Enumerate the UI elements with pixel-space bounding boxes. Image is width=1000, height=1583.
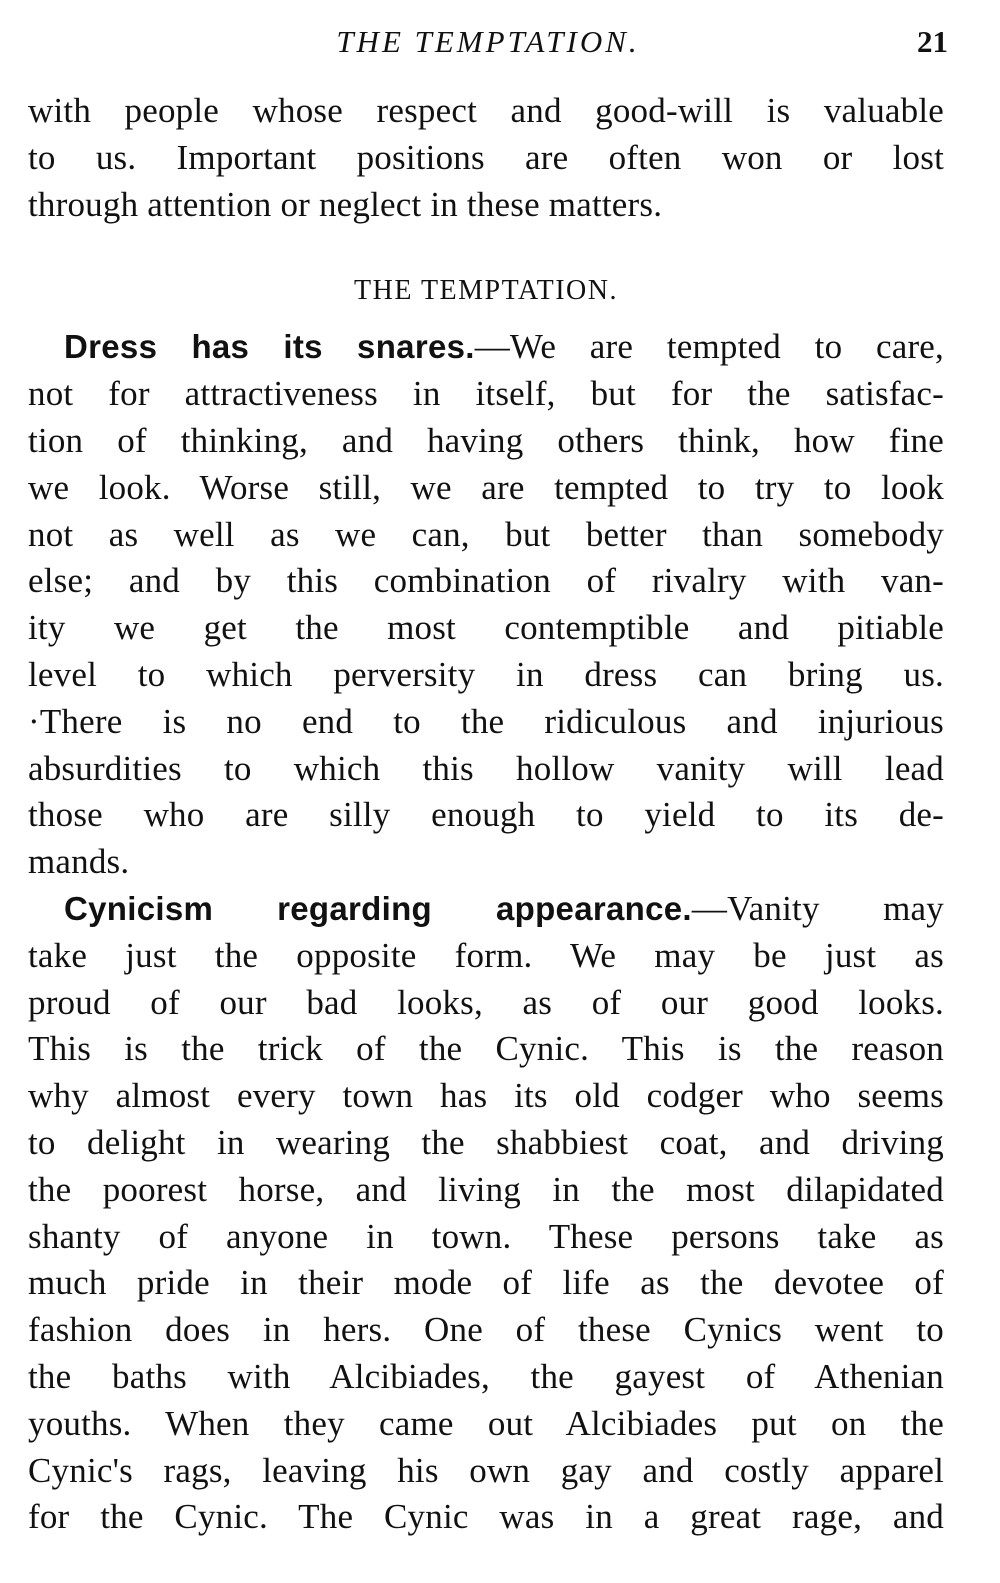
text-line: with people whose respect and good-will is valuable	[28, 91, 944, 130]
text-line: else; and by this combination of rivalry with van-	[28, 561, 944, 601]
text-line: fashion does in hers. One of these Cynics went to	[28, 1310, 944, 1350]
first-line-text: —We are tempted to care,	[474, 327, 944, 367]
text-line: absurdities to which this hollow vanity will lead	[28, 748, 944, 788]
text-line: ity we get the most contemptible and pitiable	[28, 608, 944, 648]
paragraph-dress	[28, 324, 944, 886]
text-line: level to which perversity in dress can bring us.	[28, 654, 944, 694]
run-in-heading: Cynicism regarding appearance.	[64, 889, 692, 927]
text-line: why almost every town has its old codger who seems	[28, 1076, 944, 1116]
text-line: not for attractiveness in itself, but for the satisfac-	[28, 374, 944, 414]
running-head	[28, 22, 948, 62]
text-line: This is the trick of the Cynic. This is the reason	[28, 1029, 944, 1069]
text-line: tion of thinking, and having others think, how fine	[28, 420, 944, 460]
text-line: shanty of anyone in town. These persons take as	[28, 1216, 944, 1256]
body-text	[28, 88, 944, 1541]
text-line: youths. When they came out Alcibiades put on the	[28, 1403, 944, 1443]
paragraph-first-line	[28, 886, 944, 933]
running-title: THE TEMPTATION.	[336, 24, 640, 59]
text-line: those who are silly enough to yield to its de-	[28, 795, 944, 835]
text-line: ·There is no end to the ridiculous and injurious	[28, 701, 944, 741]
paragraph-first-line	[28, 324, 944, 371]
paragraph-cynicism	[28, 886, 944, 1541]
page-number: 21	[917, 24, 948, 59]
text-line: much pride in their mode of life as the devotee of	[28, 1263, 944, 1303]
text-line: to us. Important positions are often won or lost	[28, 137, 944, 177]
text-line: not as well as we can, but better than somebody	[28, 514, 944, 554]
text-line: the baths with Alcibiades, the gayest of Athenian	[28, 1356, 944, 1396]
text-line: to delight in wearing the shabbiest coat, and driving	[28, 1122, 944, 1162]
text-line: through attention or neglect in these matters.	[28, 184, 663, 224]
text-line: the poorest horse, and living in the most dilapidated	[28, 1169, 944, 1209]
run-in-heading: Dress has its snares.	[64, 328, 475, 366]
text-line: for the Cynic. The Cynic was in a great rage, and	[28, 1497, 944, 1537]
section-heading: THE TEMPTATION.	[354, 275, 618, 307]
opening-paragraph	[28, 88, 944, 228]
text-line: take just the opposite form. We may be just as	[28, 935, 944, 975]
text-line: proud of our bad looks, as of our good looks.	[28, 982, 944, 1022]
text-line: we look. Worse still, we are tempted to try to look	[28, 467, 944, 507]
text-line: Cynic's rags, leaving his own gay and costly apparel	[28, 1450, 944, 1490]
first-line-text: —Vanity may	[691, 888, 944, 928]
text-line: mands.	[28, 842, 130, 882]
